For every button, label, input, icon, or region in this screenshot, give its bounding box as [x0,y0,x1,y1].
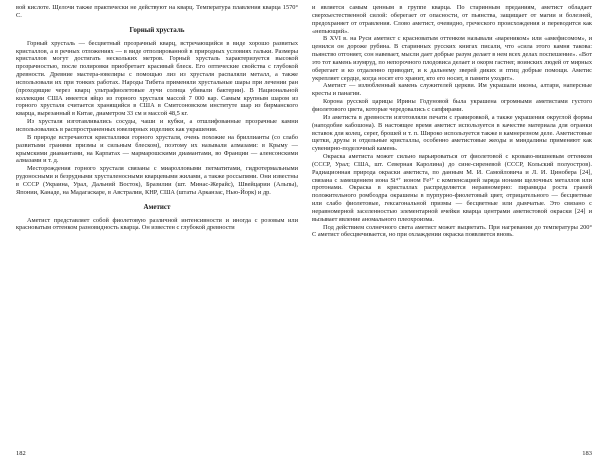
heading-rock-crystal: Горный хрусталь [129,25,185,34]
paragraph: В XVI в. на Руси аметист с красноватым оттенком называли «вареником» или «амефисомом», и ценился он дороже рубина. В старинных русских книгах писали, что «сила этого камня такова: пьянство отгоняет, сон навевает, мысли дает добрые разум делает в нем всех делах поспешение». «Вот это тот камень изумруд, по непорочного плодовиса делает и окорм гастнег, воинских людей от мирных оберегает и ко отдаленно приводит, и к дальнему зверей диких и птиц добрые помощи. Аметис укрепляет сердце, когда носят его хранит, кто его носит, в памяти уходит». [312,35,592,82]
paragraph: Аметист — излюбленный камень служителей церкви. Им украшали иконы, алтари, наперсные кресты и панагии. [312,82,592,98]
paragraph: Горный хрусталь — бесцветный прозрачный кварц, встречающийся в виде хорошо развитых кристаллов, а в речных отложениях — в виде отполированной в природных условиях гальки. Размеры кристаллов могут достигать нескольких метров. Горный хрусталь характеризуется высокой прозрачностью, после полировки приобретает красивый блеск. Его оптические свойства с глубокой древности. Древние мастера-ювелиры с помощью лиз из хрусталя распаляли металл, а также использовали их при тонких работах. Народы Тибета применяли хрустальные шары при лечении ран (проходящие через кварц ультрафиолетовые лучи солнца убивали бактерии). В Национальной коллекции США имеется яйцо из горного хрусталя массой 7 000 кар. Самым крупным шаром из горного хрусталя считается хранящийся в США в Смитсоновском институте шар из бирманского кварца, вырезанный в Китае, диаметром 33 см и массой 48,5 кг. [16,39,298,118]
right-page [312,4,592,458]
paragraph: Из аметиста в древности изготовляли печати с гравировкой, а также украшения округлой формы (наподобие кабошона). В настоящее время аметист используется в качестве материала для огранки вставок для колец, серег, брошей и т. п. Широко используется также в камнерезном деле. Аметистовые щетки, друзы и отдельные кристаллы, особенно аметистовые жеоды и миндалины применяют как сувенирно-поделочный камень. [312,113,592,153]
paragraph: Окраска аметиста может сильно варьироваться от фиолетовой с кроваво-вишневым оттенком (СССР, Урал; США, шт. Северная Каролина) до сине-сиреневой (СССР, Кольский полуостров). Радиационная природа окраски аметиста, по данным М. И. Самойловича и Л. И. Цинобера [24], связана с замещением иона Si⁴⁺ ионом Fe³⁺ с компенсацией заряда ионами щелочных металлов или протонами. Окраска в кристаллах распределяется неравномерно: пирамиды роста граней положительного ромбоэдра окрашены в пурпурно-фиолетовый цвет, отрицательного — бесцветные или слабо фиолетовые, гексагональной призмы — бесцветные или дымчатые. Это связано с неравномерной заселенностью элементарной ячейки кварца центрами аметистовой окраски [24] и вызывает явление аномального плеохроизма. [312,153,592,223]
paragraph: Аметист представляет собой фиолетовую различной интенсивности и иногда с розовым или красноватым оттенком разновидность кварца. Он известен с глубокой древности [16,216,298,232]
paragraph: Месторождения горного хрусталя связаны с миаролловыми пегматитами, гидротермальными рудоносными и безрудными хрусталеносными кварцевыми жилами, а также россыпями. Они известны в СССР (Украина, Урал, Дальний Восток), Бразилии (шт. Минас-Жерайс), Швейцарии (Альпы), Японии, Канаде, на Мадагаскаре, в Австралии, КНР, США (штаты Арканзас, Нью-Йорк) и др. [16,165,298,196]
heading-amethyst: Аметист [143,202,171,211]
left-page [16,4,298,458]
paragraph: Под действием солнечного света аметист может выцветать. При нагревании до температуры 200° С аметист обесцвечивается, но при охлаждении окраска появляется вновь. [312,223,592,239]
paragraph: Корона русской царицы Ирины Годуновой была украшена огромными аметистами густого фиолетового цвета, которые чередовались с сапфирами. [312,98,592,113]
paragraph: и является самым ценным в группе кварца. По старинным преданиям, аметист обладает сверхъестественной силой: оберегает от опасности, от пьянства, защищает от магии и болезней, предохраняет от отравления. Слово аметист, очевидно, греческого происхождения и переводится как «непьющий». [312,4,592,35]
paragraph: Из хрусталя изготавливались сосуды, чаши и кубки, а отшлифованные прозрачные камни использовались в распространенных ювелирных изделиях как украшения. [16,118,298,133]
page-number: 182 [16,450,26,457]
page-number: 183 [582,450,592,457]
paragraph: В природе встречаются кристаллики горного хрусталя, очень похожие на бриллианты (со слабо развитыми гранями призмы и сильным блеском), поэтому их называли алмазами: в Крыму — крымскими диамантами, на Карпатах — мармарошскими диамантами, во Франции — аленсонскими алмазами и т. д. [16,133,298,165]
intro-paragraph: вой кислоте. Щелочи также практически не действуют на кварц. Температура плавления кварца 1570° С. [16,4,298,19]
